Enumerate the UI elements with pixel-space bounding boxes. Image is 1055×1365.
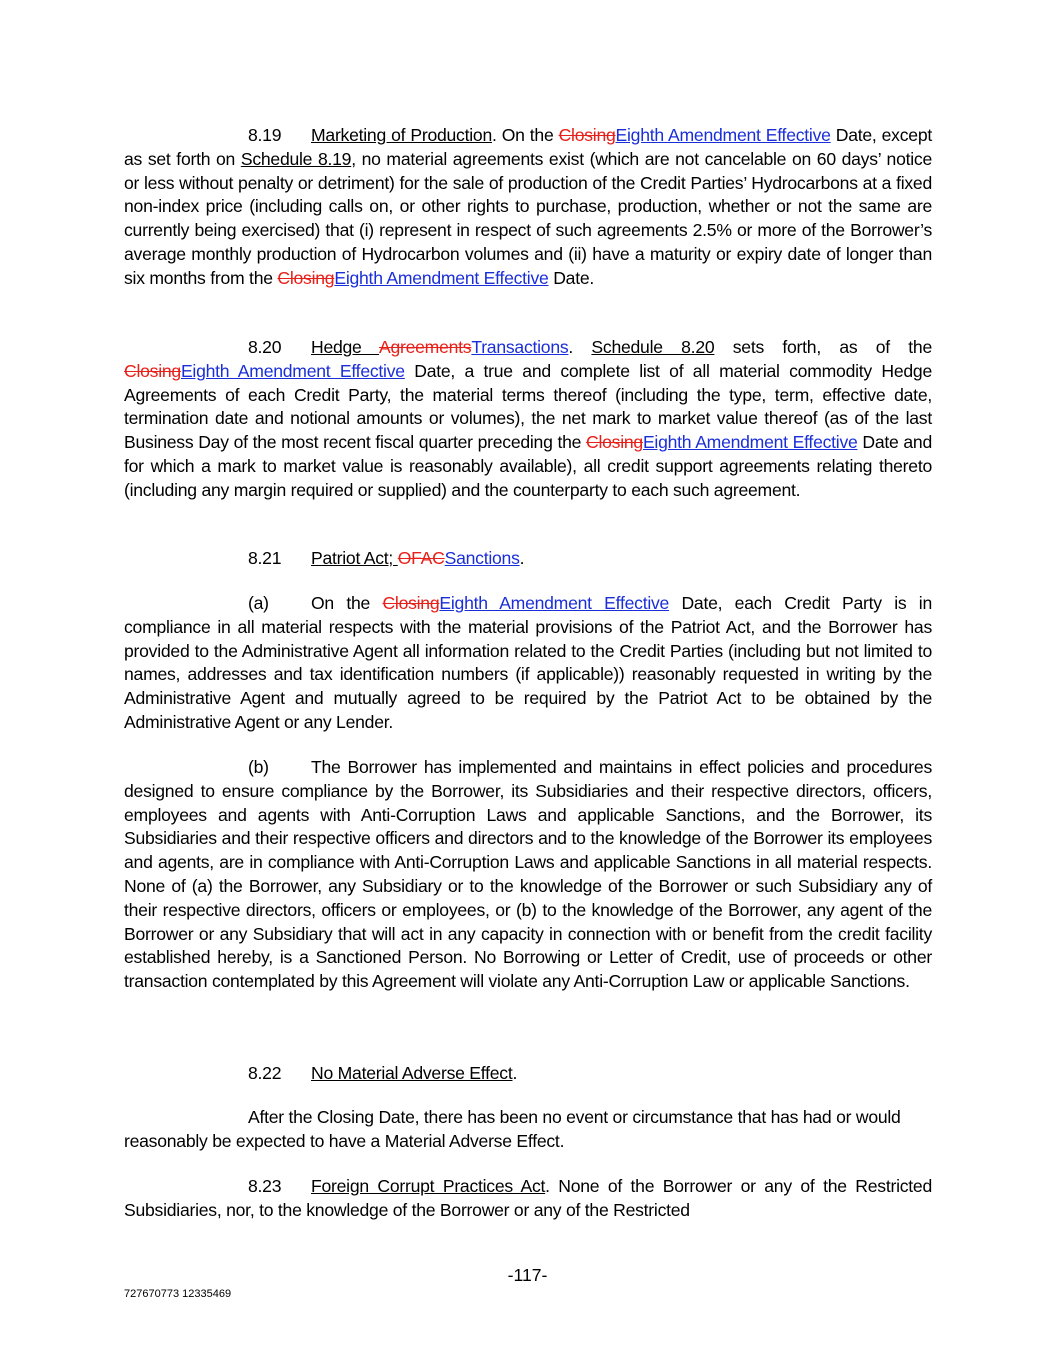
- deleted-text: Closing: [277, 267, 335, 288]
- deleted-text: Agreements: [378, 337, 472, 357]
- schedule-reference: Schedule 8.19: [240, 148, 352, 169]
- inserted-text: Eighth Amendment Effective: [439, 593, 670, 613]
- deleted-text: Closing: [586, 432, 643, 453]
- section-number: 8.20: [248, 337, 282, 357]
- inserted-text: Transactions: [471, 337, 569, 357]
- section-number: 8.23: [248, 1176, 282, 1196]
- inserted-text: Eighth Amendment Effective: [180, 360, 405, 381]
- section-8-20: 8.20 Hedge AgreementsTransactions. Schedule 8.20 sets forth, as of the ClosingEighth Amendment Effective Date, a true and complete list of all material commodity Hedge Agreements of each Credit Party, the material terms thereof (including the type, term, effective date, termination date and notional amounts or volumes), the net mark to market value thereof (as of the last Business Day of the most recent fiscal quarter preceding the ClosingEighth Amendment Effective Date and for which a mark to market value is reasonably available), all credit support agreements relating thereto (including any margin required or supplied) and the counterparty to each such agreement.: [124, 337, 932, 500]
- deleted-text: Closing: [124, 360, 181, 381]
- inserted-text: Eighth Amendment Effective: [615, 125, 831, 145]
- section-8-21-a: (a) On the ClosingEighth Amendment Effective Date, each Credit Party is in compliance in all material respects with the material provisions of the Patriot Act, and the Borrower has provided to the Administrative Agent all information related to the Credit Parties (including but not limited to names, addresses and tax identification numbers (if applicable)) reasonably requested in writing by the Administrative Agent and mutually agreed to be required by the Patriot Act to be obtained by the Administrative Agent or any Lender.: [124, 593, 932, 732]
- section-title: Marketing of Production: [311, 125, 492, 145]
- inserted-text: Eighth Amendment Effective: [334, 267, 549, 288]
- clause-label: (b): [248, 757, 269, 777]
- section-8-22-body: After the Closing Date, there has been no event or circumstance that has had or would reasonably be expected to have a Material Adverse Effect.: [124, 1107, 901, 1151]
- section-8-21-b: (b) The Borrower has implemented and maintains in effect policies and procedures designed to ensure compliance by the Borrower, its Subsidiaries and their respective directors, officers, employees and agents with Anti-Corruption Laws and applicable Sanctions, and the Borrower, its Subsidiaries and their respective officers and directors and to the knowledge of the Borrower its employees and agents, are in compliance with Anti-Corruption Laws and applicable Sanctions in all material respects. None of (a) the Borrower, any Subsidiary or to the knowledge of the Borrower or such Subsidiary any of their respective directors, officers or employees, or (b) to the knowledge of the Borrower, any agent of the Borrower or any Subsidiary that will act in any capacity in connection with or benefit from the credit facility established hereby, is a Sanctioned Person. No Borrowing or Letter of Credit, use of proceeds or other transaction contemplated by this Agreement will violate any Anti-Corruption Law or applicable Sanctions.: [124, 757, 932, 992]
- inserted-text: Eighth Amendment Effective: [642, 432, 858, 453]
- page-number: -117-: [507, 1265, 548, 1285]
- deleted-text: Closing: [558, 125, 616, 145]
- section-title: Patriot Act;: [311, 548, 398, 568]
- section-8-21-heading: 8.21 Patriot Act; OFACSanctions.: [248, 547, 524, 571]
- deleted-text: Closing: [382, 593, 440, 613]
- document-id: 727670773 12335469: [124, 1288, 232, 1300]
- inserted-text: Sanctions: [444, 548, 520, 568]
- section-title: No Material Adverse Effect: [311, 1063, 513, 1083]
- deleted-text: OFAC: [397, 548, 445, 568]
- section-number: 8.19: [248, 125, 282, 145]
- section-8-23: 8.23 Foreign Corrupt Practices Act. None of the Borrower or any of the Restricted Subsidiaries, nor, to the knowledge of the Borrower or any of the Restricted: [124, 1176, 932, 1220]
- section-number: 8.21: [248, 548, 282, 568]
- section-number: 8.22: [248, 1063, 282, 1083]
- section-8-19: 8.19 Marketing of Production. On the ClosingEighth Amendment Effective Date, except as set forth on Schedule 8.19, no material agreements exist (which are not cancelable on 60 days’ notice or less without penalty or detriment) for the sale of production of the Credit Parties’ Hydrocarbons at a fixed non-index price (including calls on, or other rights to purchase, production, whether or not the same are currently being exercised) that (i) represent in respect of such agreements 2.5% or more of the Borrower’s average monthly production of Hydrocarbon volumes and (ii) have a maturity or expiry date of longer than six months from the ClosingEighth Amendment Effective Date.: [124, 125, 932, 288]
- section-title: Hedge: [311, 337, 379, 357]
- section-8-22-heading: 8.22 No Material Adverse Effect.: [248, 1062, 517, 1086]
- section-title: Foreign Corrupt Practices Act: [311, 1176, 546, 1196]
- clause-label: (a): [248, 593, 269, 613]
- schedule-reference: Schedule 8.20: [591, 337, 715, 357]
